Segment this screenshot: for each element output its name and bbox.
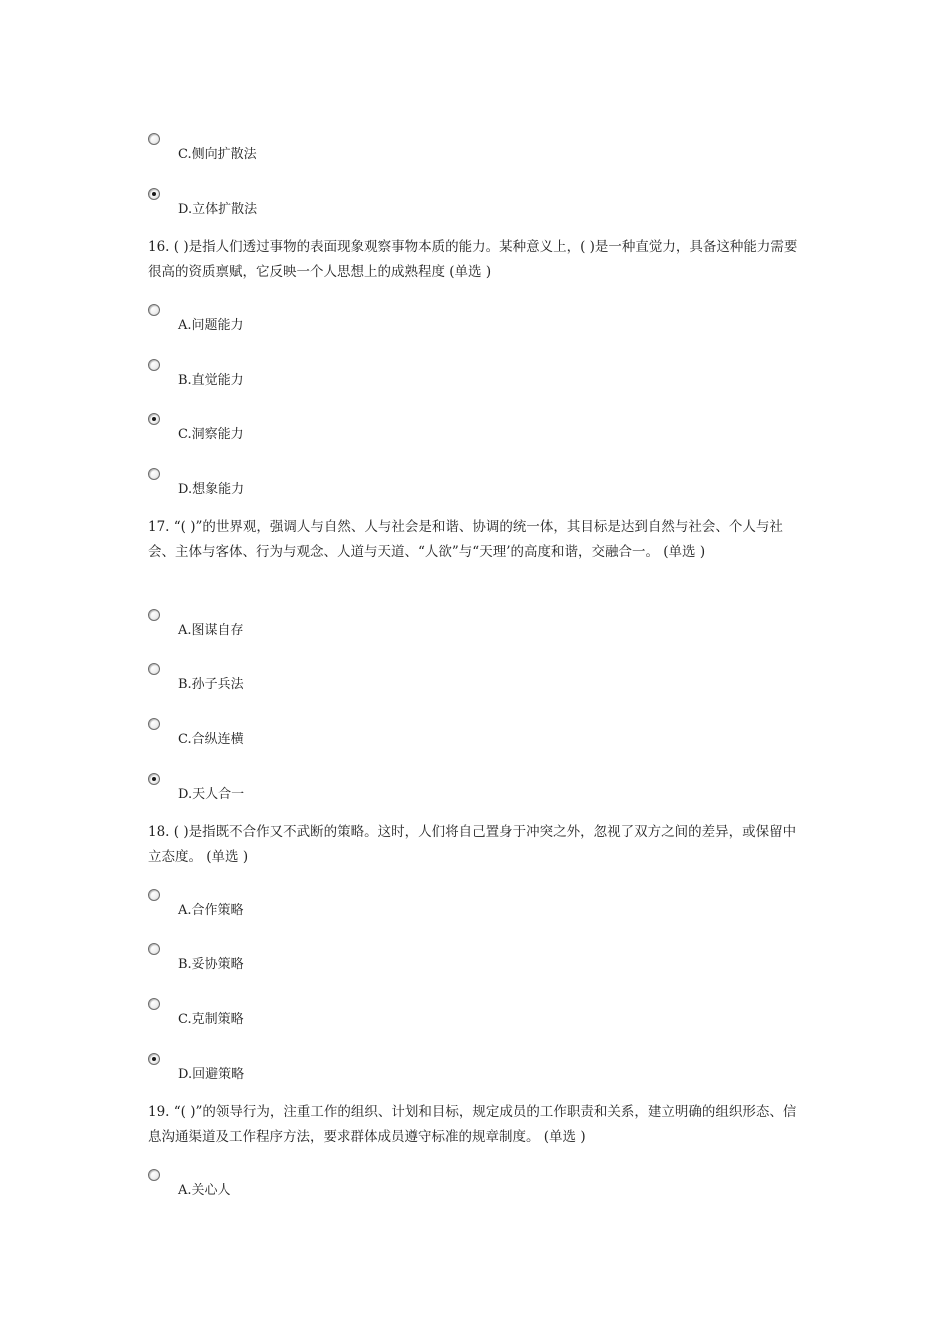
q16-option-b-label[interactable]: B.直觉能力 [178,373,244,388]
q16-option-c-label[interactable]: C.洞察能力 [178,427,244,442]
q15-option-d-radio[interactable] [148,188,160,200]
q18-option-b-radio[interactable] [148,943,160,955]
q17-option-a-radio[interactable] [148,609,160,621]
q17-option-d-radio[interactable] [148,773,160,785]
q16-option-a-label[interactable]: A.问题能力 [178,318,244,333]
q17-option-c-radio[interactable] [148,718,160,730]
q17-option-d-label[interactable]: D.天人合一 [178,787,245,802]
q18-option-c-label[interactable]: C.克制策略 [178,1012,244,1027]
q18-option-d-radio[interactable] [148,1053,160,1065]
q16-text: 16. ( )是指人们透过事物的表面现象观察事物本质的能力。某种意义上，( )是一种直觉力，具备这种能力需要很高的资质禀赋，它反映一个人思想上的成熟程度 (单选 ) [148,239,798,280]
q16-option-c-radio[interactable] [148,413,160,425]
q15-option-c-label[interactable]: C.侧向扩散法 [178,147,257,162]
q17-text: 17. “( )”的世界观，强调人与自然、人与社会是和谐、协调的统一体，其目标是达到自然与社会、个人与社会、主体与客体、行为与观念、人道与天道、“人欲”与“天理’的高度和谐，交融合一。 (单选 ) [148,519,783,560]
q18-option-c-radio[interactable] [148,998,160,1010]
q19-text: 19. “( )”的领导行为，注重工作的组织、计划和目标，规定成员的工作职责和关系，建立明确的组织形态、信息沟通渠道及工作程序方法，要求群体成员遵守标准的规章制度。 (单选 ) [148,1104,797,1145]
q15-option-d-label[interactable]: D.立体扩散法 [178,202,258,217]
q17-option-c-label[interactable]: C.合纵连横 [178,732,244,747]
q18-option-a-label[interactable]: A.合作策略 [178,903,244,918]
q16-option-d-label[interactable]: D.想象能力 [178,482,245,497]
q17-option-b-label[interactable]: B.孙子兵法 [178,677,244,692]
q16-option-d-radio[interactable] [148,468,160,480]
q15-option-c-radio[interactable] [148,133,160,145]
q16-option-a-radio[interactable] [148,304,160,316]
q18-option-a-radio[interactable] [148,889,160,901]
q19-option-a-label[interactable]: A.关心人 [178,1183,231,1198]
q18-option-b-label[interactable]: B.妥协策略 [178,957,244,972]
q18-text: 18. ( )是指既不合作又不武断的策略。这时，人们将自己置身于冲突之外，忽视了双方之间的差异，或保留中立态度。 (单选 ) [148,824,797,865]
q19-option-a-radio[interactable] [148,1169,160,1181]
q18-option-d-label[interactable]: D.回避策略 [178,1067,245,1082]
q17-option-b-radio[interactable] [148,663,160,675]
q17-option-a-label[interactable]: A.图谋自存 [178,623,244,638]
q16-option-b-radio[interactable] [148,359,160,371]
